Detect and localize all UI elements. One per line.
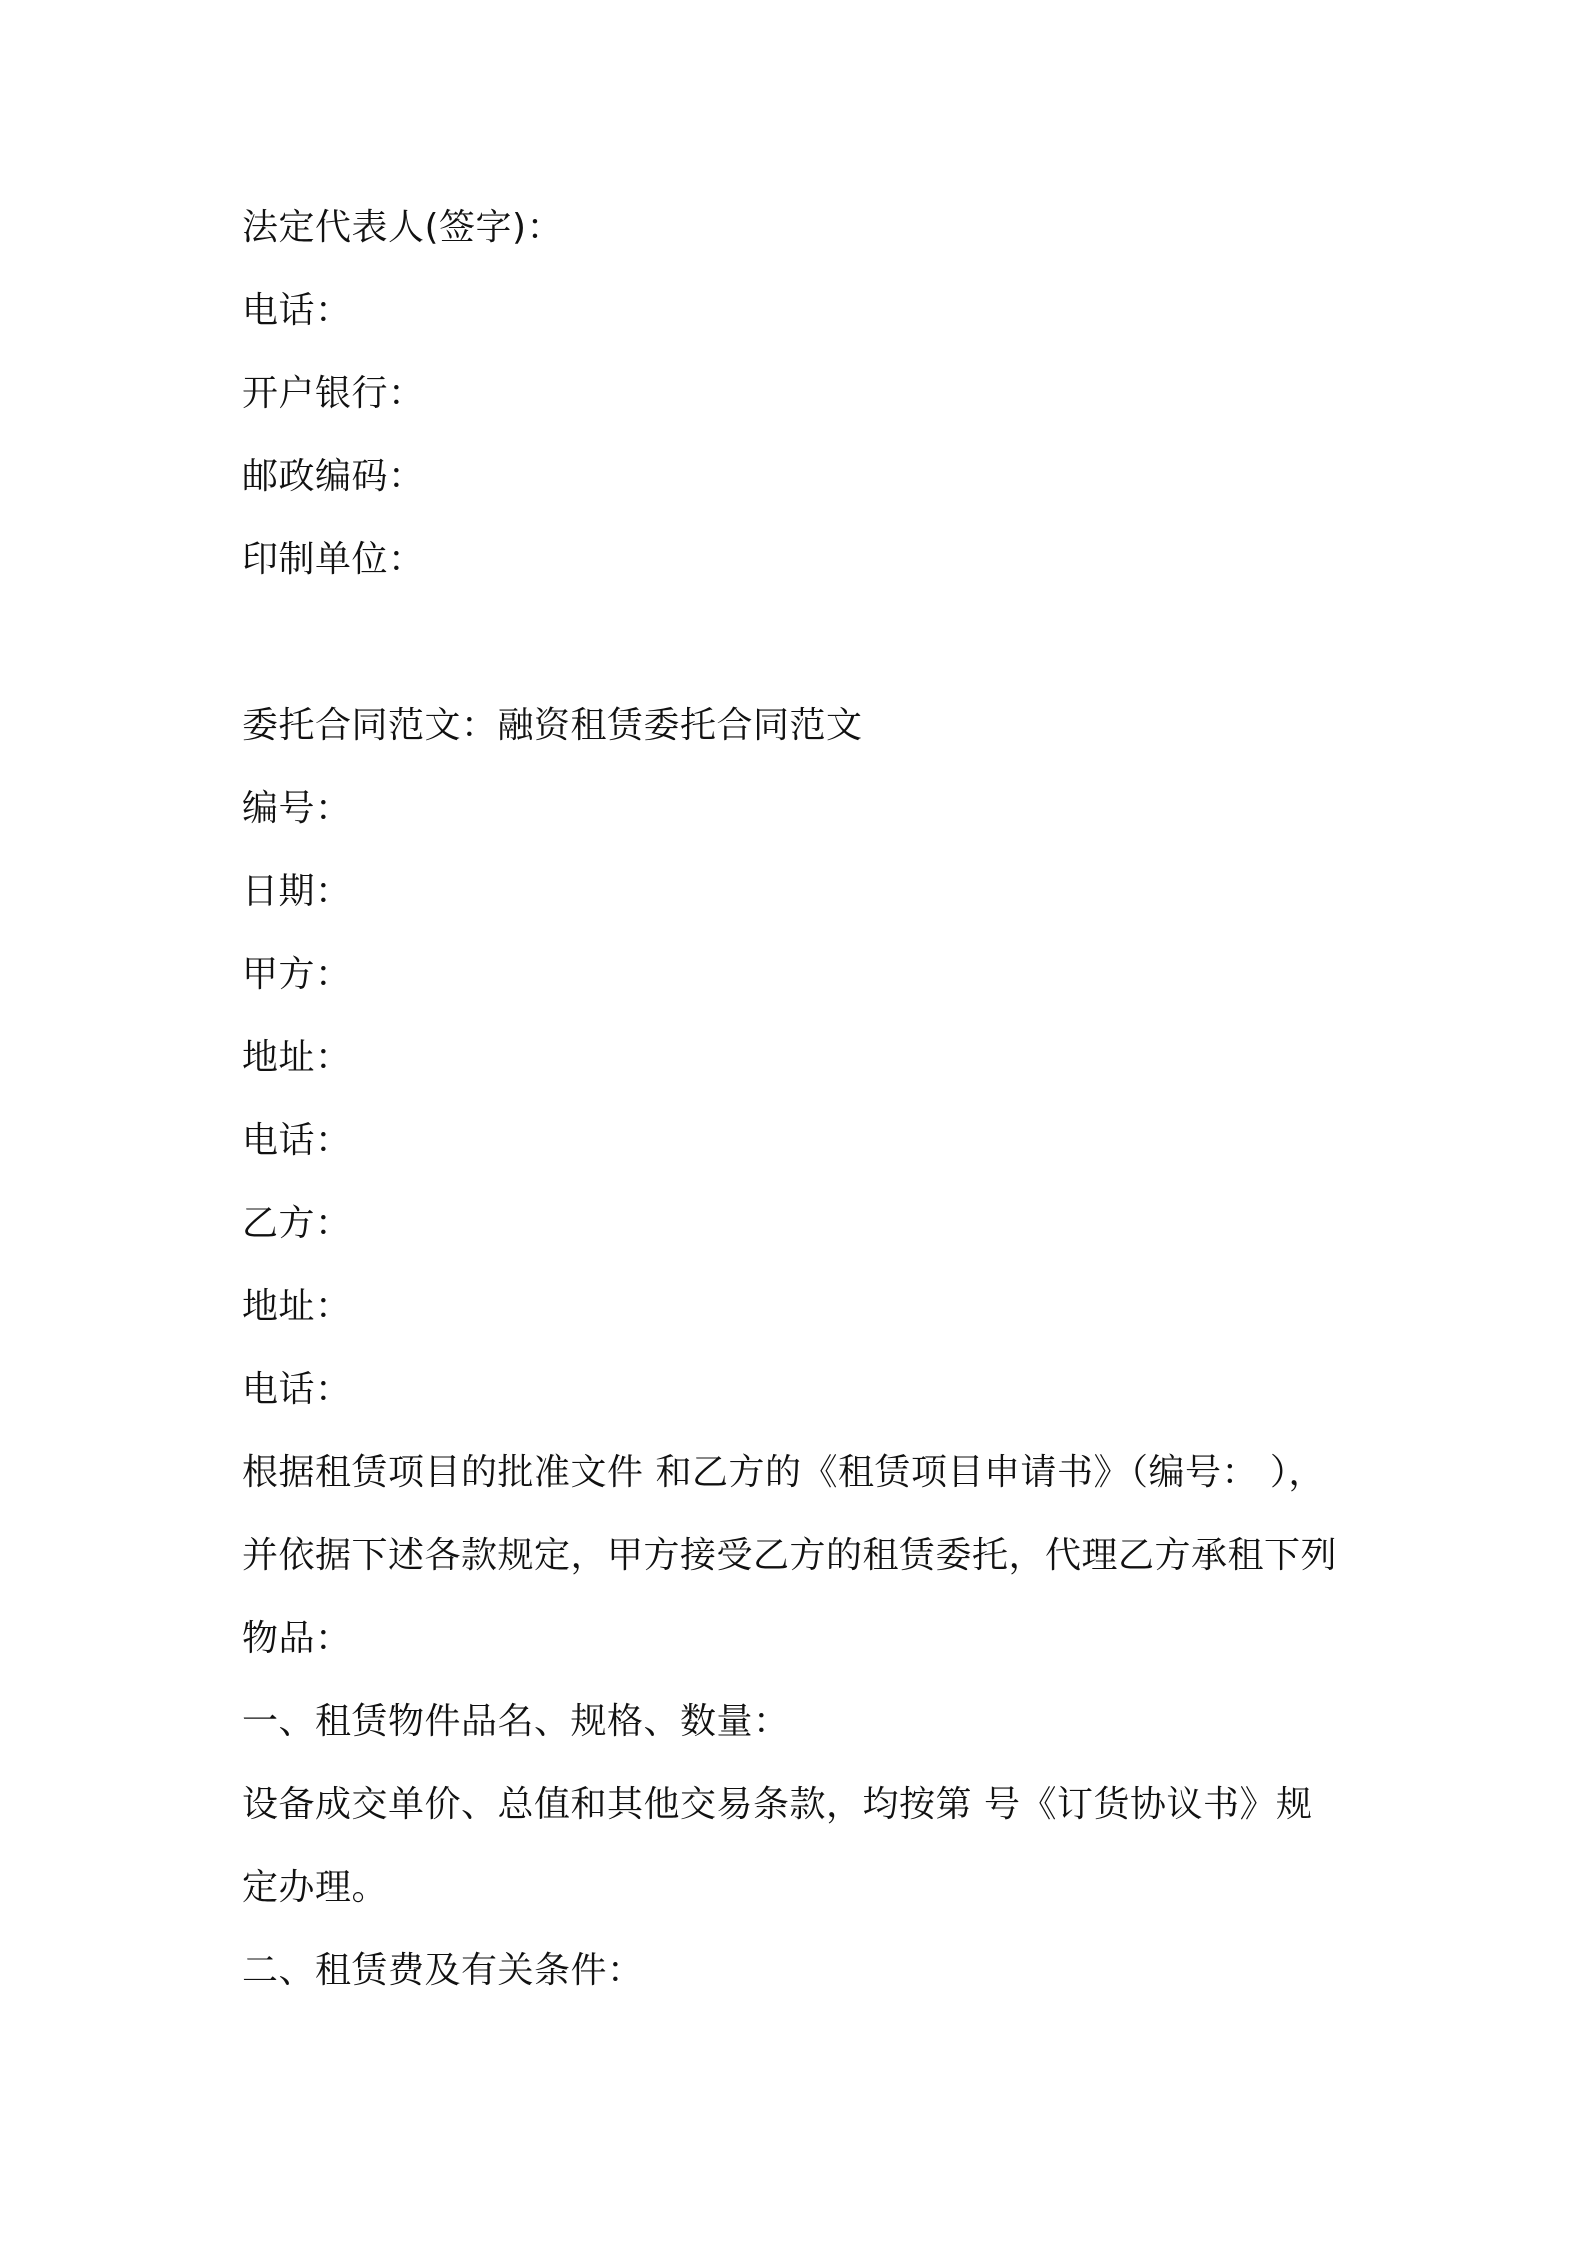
intro-paragraph-line-1: 根据租赁项目的批准文件 和乙方的《租赁项目申请书》（编号： ）， [242,1452,1325,1493]
party-b-label: 乙方： [242,1203,352,1244]
section-1-heading: 一、租赁物件品名、规格、数量： [242,1701,790,1742]
legal-representative-label: 法定代表人(签字)： [242,207,564,248]
phone-label: 电话： [242,290,352,331]
section-1-paragraph-line-1: 设备成交单价、总值和其他交易条款，均按第 号《订货协议书》规 [242,1784,1313,1825]
party-a-label: 甲方： [242,954,352,995]
party-a-phone-label: 电话： [242,1120,352,1161]
contract-title: 委托合同范文：融资租赁委托合同范文 [242,705,863,746]
contract-date-label: 日期： [242,871,352,912]
intro-paragraph-line-3: 物品： [242,1618,352,1659]
contract-number-label: 编号： [242,788,352,829]
section-1-paragraph-line-2: 定办理。 [242,1867,389,1908]
printing-unit-label: 印制单位： [242,539,425,580]
intro-paragraph-line-2: 并依据下述各款规定，甲方接受乙方的租赁委托，代理乙方承租下列 [242,1535,1338,1576]
bank-label: 开户银行： [242,373,425,414]
party-b-phone-label: 电话： [242,1369,352,1410]
postcode-label: 邮政编码： [242,456,425,497]
section-2-heading: 二、租赁费及有关条件： [242,1950,644,1991]
party-a-address-label: 地址： [242,1037,352,1078]
party-b-address-label: 地址： [242,1286,352,1327]
